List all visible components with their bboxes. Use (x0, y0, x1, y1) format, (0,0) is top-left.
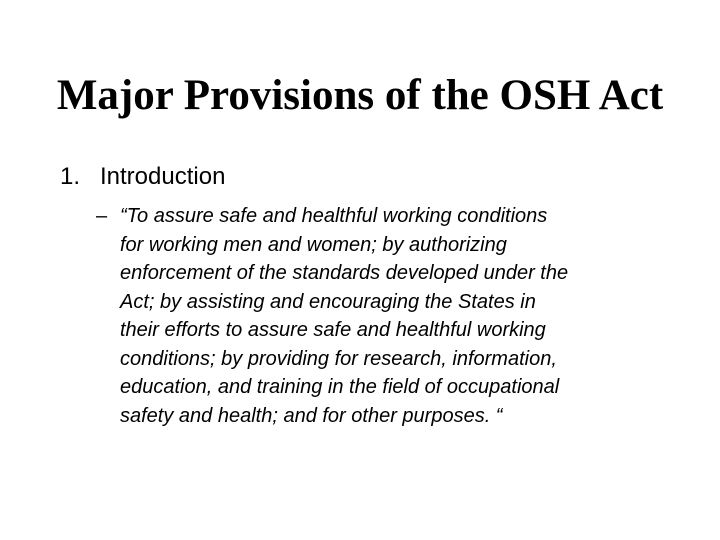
list-item-label: Introduction (100, 163, 226, 190)
quote-line: safety and health; and for other purposes. “ (120, 404, 503, 427)
dash-bullet: – (96, 205, 108, 227)
quote-line: enforcement of the standards developed under the (120, 262, 569, 284)
quote-line: “To assure safe and healthful working conditions (120, 205, 548, 227)
quote-line: education, and training in the field of occupational (120, 376, 560, 398)
sub-bullet-quote (96, 202, 666, 430)
quote-line: their efforts to assure safe and healthful working (120, 319, 546, 341)
list-item-introduction (60, 162, 225, 192)
quote-line: conditions; by providing for research, information, (120, 347, 557, 370)
quote-text (120, 202, 666, 430)
quote-line: Act; by assisting and encouraging the States in (120, 290, 536, 313)
quote-line: for working men and women; by authorizing (120, 233, 507, 256)
slide-title: Major Provisions of the OSH Act (56, 72, 664, 119)
list-item-number: 1. (60, 163, 81, 190)
